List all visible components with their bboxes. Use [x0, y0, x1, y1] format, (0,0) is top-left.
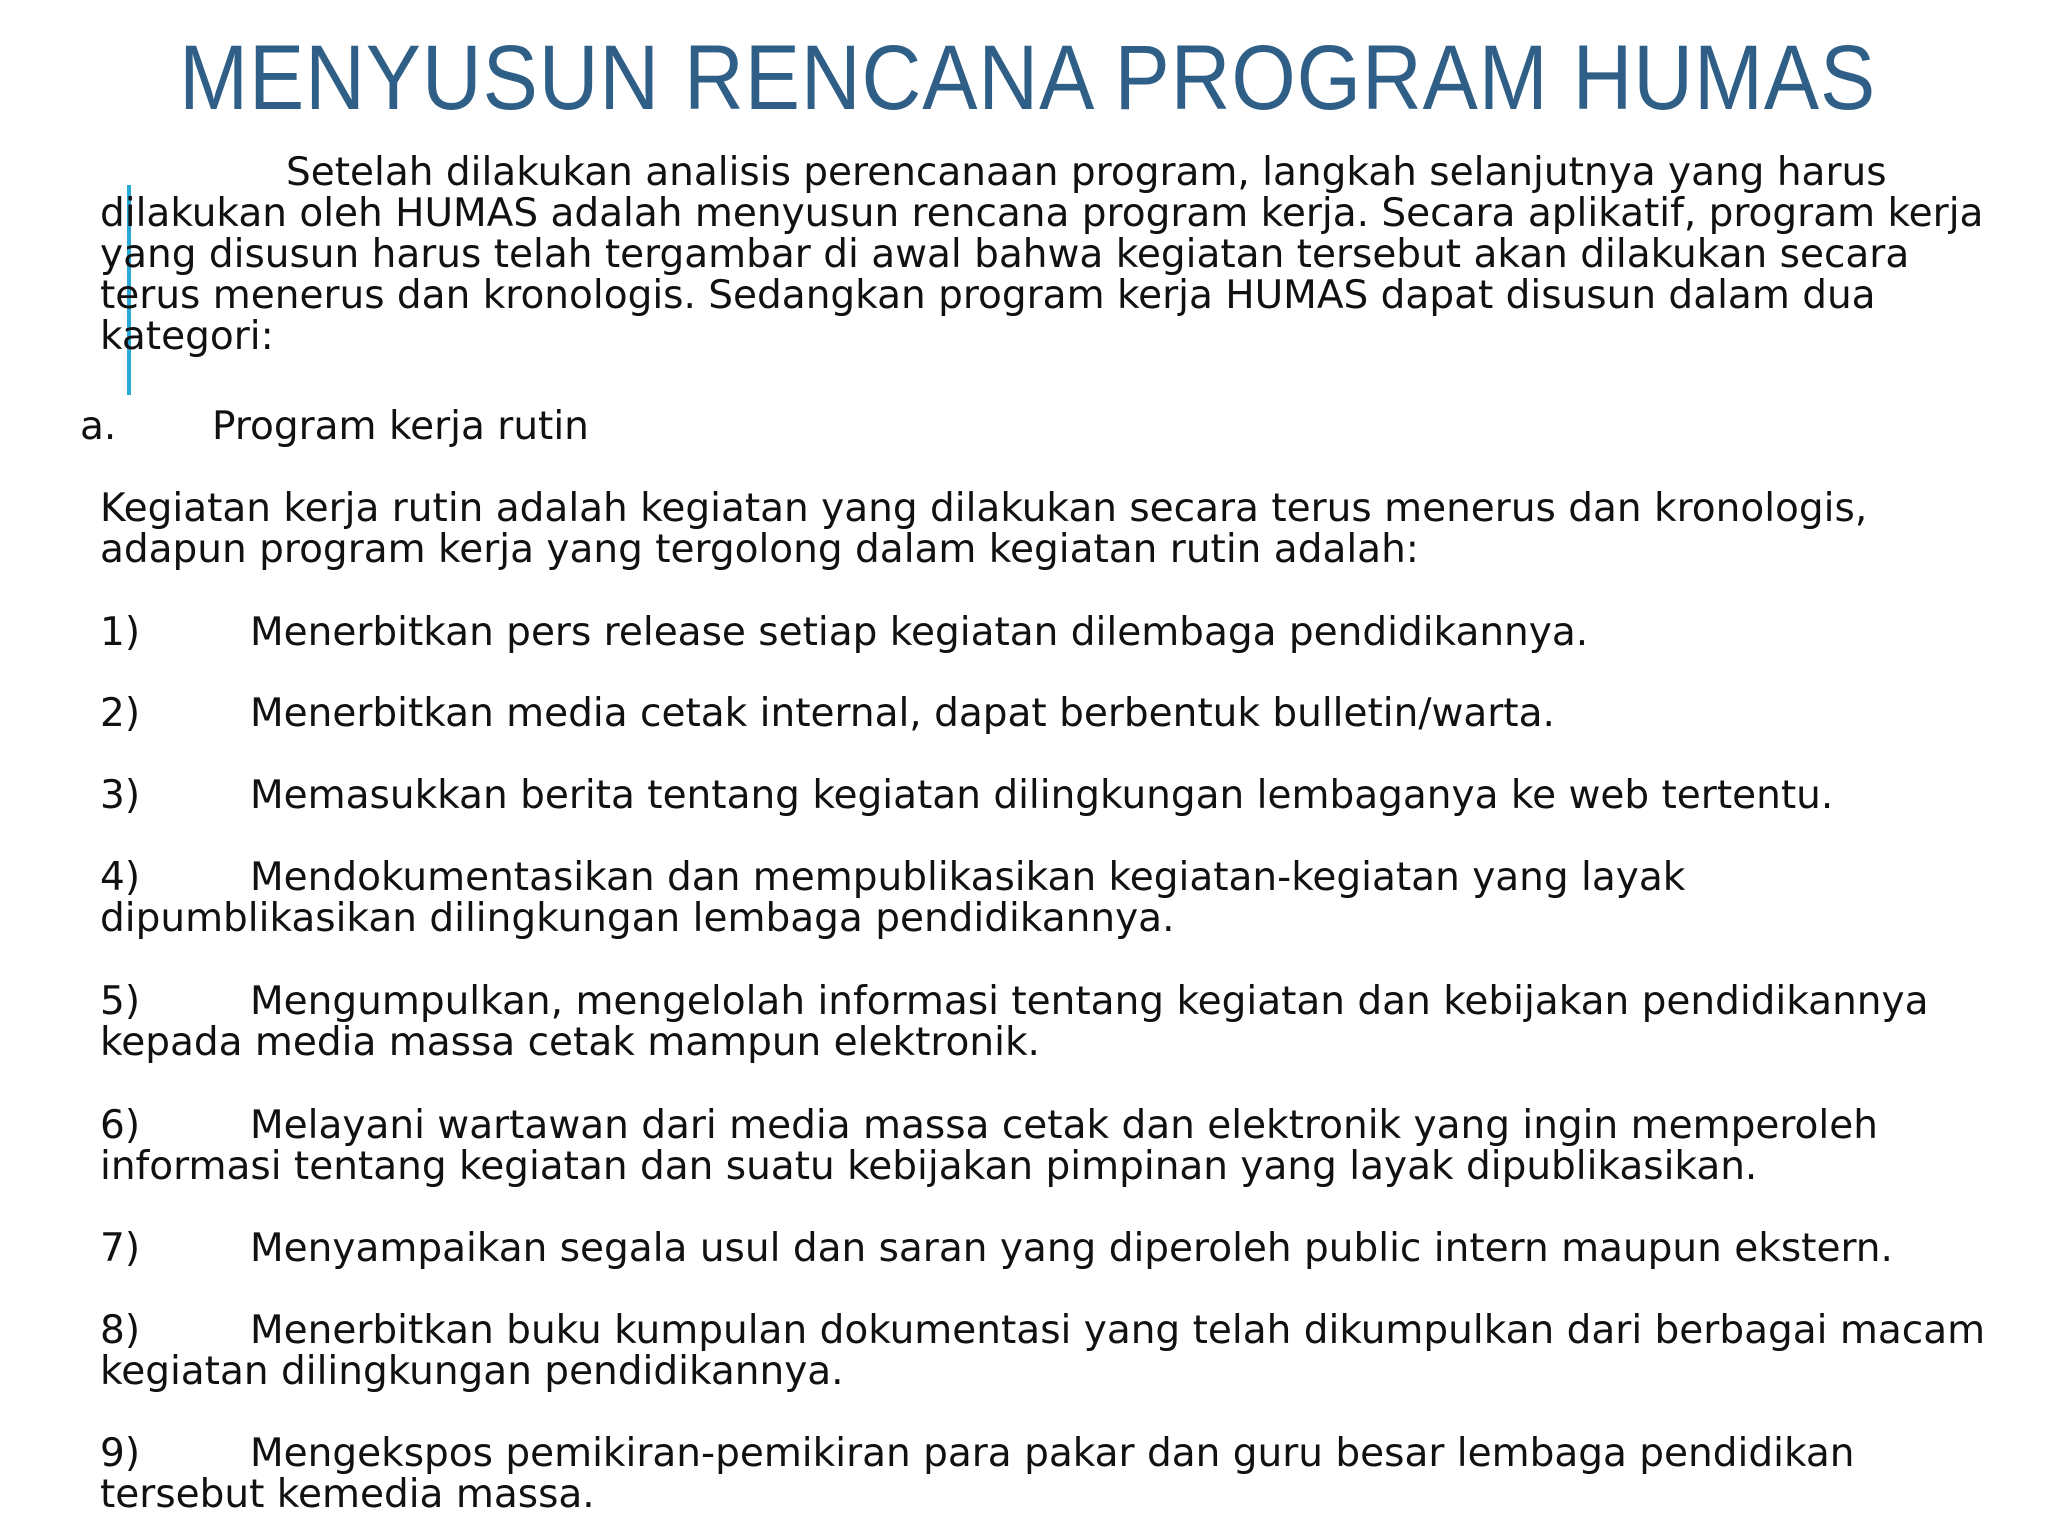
list-item-number: 7) [100, 1226, 141, 1271]
list-item-number: 8) [100, 1308, 141, 1353]
list-item [100, 1433, 2010, 1515]
list-item-text: Menerbitkan media cetak internal, dapat berbentuk bulletin/warta. [250, 691, 1555, 736]
list-item [100, 775, 2010, 816]
list-item-text: Menyampaikan segala usul dan saran yang diperoleh public intern maupun ekstern. [250, 1226, 1893, 1271]
list-item [100, 1228, 2010, 1269]
list-item [100, 857, 2010, 939]
slide-title: MENYUSUN RENCANA PROGRAM HUMAS [179, 27, 1877, 129]
list-item-text: Melayani wartawan dari media massa cetak dan elektronik yang ingin memperoleh informasi tentang kegiatan dan suatu kebijakan pimpinan yang layak dipublikasikan. [100, 1103, 1878, 1189]
list-item-number: 9) [100, 1431, 141, 1476]
list-item-number: 3) [100, 773, 141, 818]
list-item [100, 1310, 2010, 1392]
list-item [100, 1105, 2010, 1187]
list-item-text: Mengekspos pemikiran-pemikiran para pakar dan guru besar lembaga pendidikan tersebut kemedia massa. [100, 1431, 1855, 1517]
section-a-paragraph: Kegiatan kerja rutin adalah kegiatan yang dilakukan secara terus menerus dan kronologis, adapun program kerja yang tergolong dalam kegiatan rutin adalah: [100, 486, 1868, 572]
list-item-number: 1) [100, 610, 141, 655]
list-item [100, 981, 2010, 1063]
list-item-number: 6) [100, 1103, 141, 1148]
section-a-title: Program kerja rutin [212, 404, 589, 449]
list-item-text: Memasukkan berita tentang kegiatan dilingkungan lembaganya ke web tertentu. [250, 773, 1834, 818]
intro-text: Setelah dilakukan analisis perencanaan program, langkah selanjutnya yang harus dilakukan oleh HUMAS adalah menyusun rencana program kerja. Secara aplikatif, program kerja yang disusun harus telah tergambar di awal bahwa kegiatan tersebut akan dilakukan secara terus menerus dan kronologis. Sedangkan program kerja HUMAS dapat disusun dalam dua kategori: [100, 150, 1984, 359]
intro-paragraph [100, 152, 2010, 357]
section-a-heading [80, 406, 589, 447]
list-item-number: 4) [100, 855, 141, 900]
list-item [100, 612, 2010, 653]
list-item-number: 2) [100, 691, 141, 736]
list-item [100, 693, 2010, 734]
list-item-text: Mengumpulkan, mengelolah informasi tentang kegiatan dan kebijakan pendidikannya kepada media massa cetak mampun elektronik. [100, 979, 1929, 1065]
list-item-text: Menerbitkan buku kumpulan dokumentasi yang telah dikumpulkan dari berbagai macam kegiatan dilingkungan pendidikannya. [100, 1308, 1986, 1394]
section-a-marker: a. [80, 404, 117, 449]
list-item-text: Menerbitkan pers release setiap kegiatan dilembaga pendidikannya. [250, 610, 1589, 655]
list-item-number: 5) [100, 979, 141, 1024]
list-item-text: Mendokumentasikan dan mempublikasikan kegiatan-kegiatan yang layak dipumblikasikan dilingkungan lembaga pendidikannya. [100, 855, 1686, 941]
